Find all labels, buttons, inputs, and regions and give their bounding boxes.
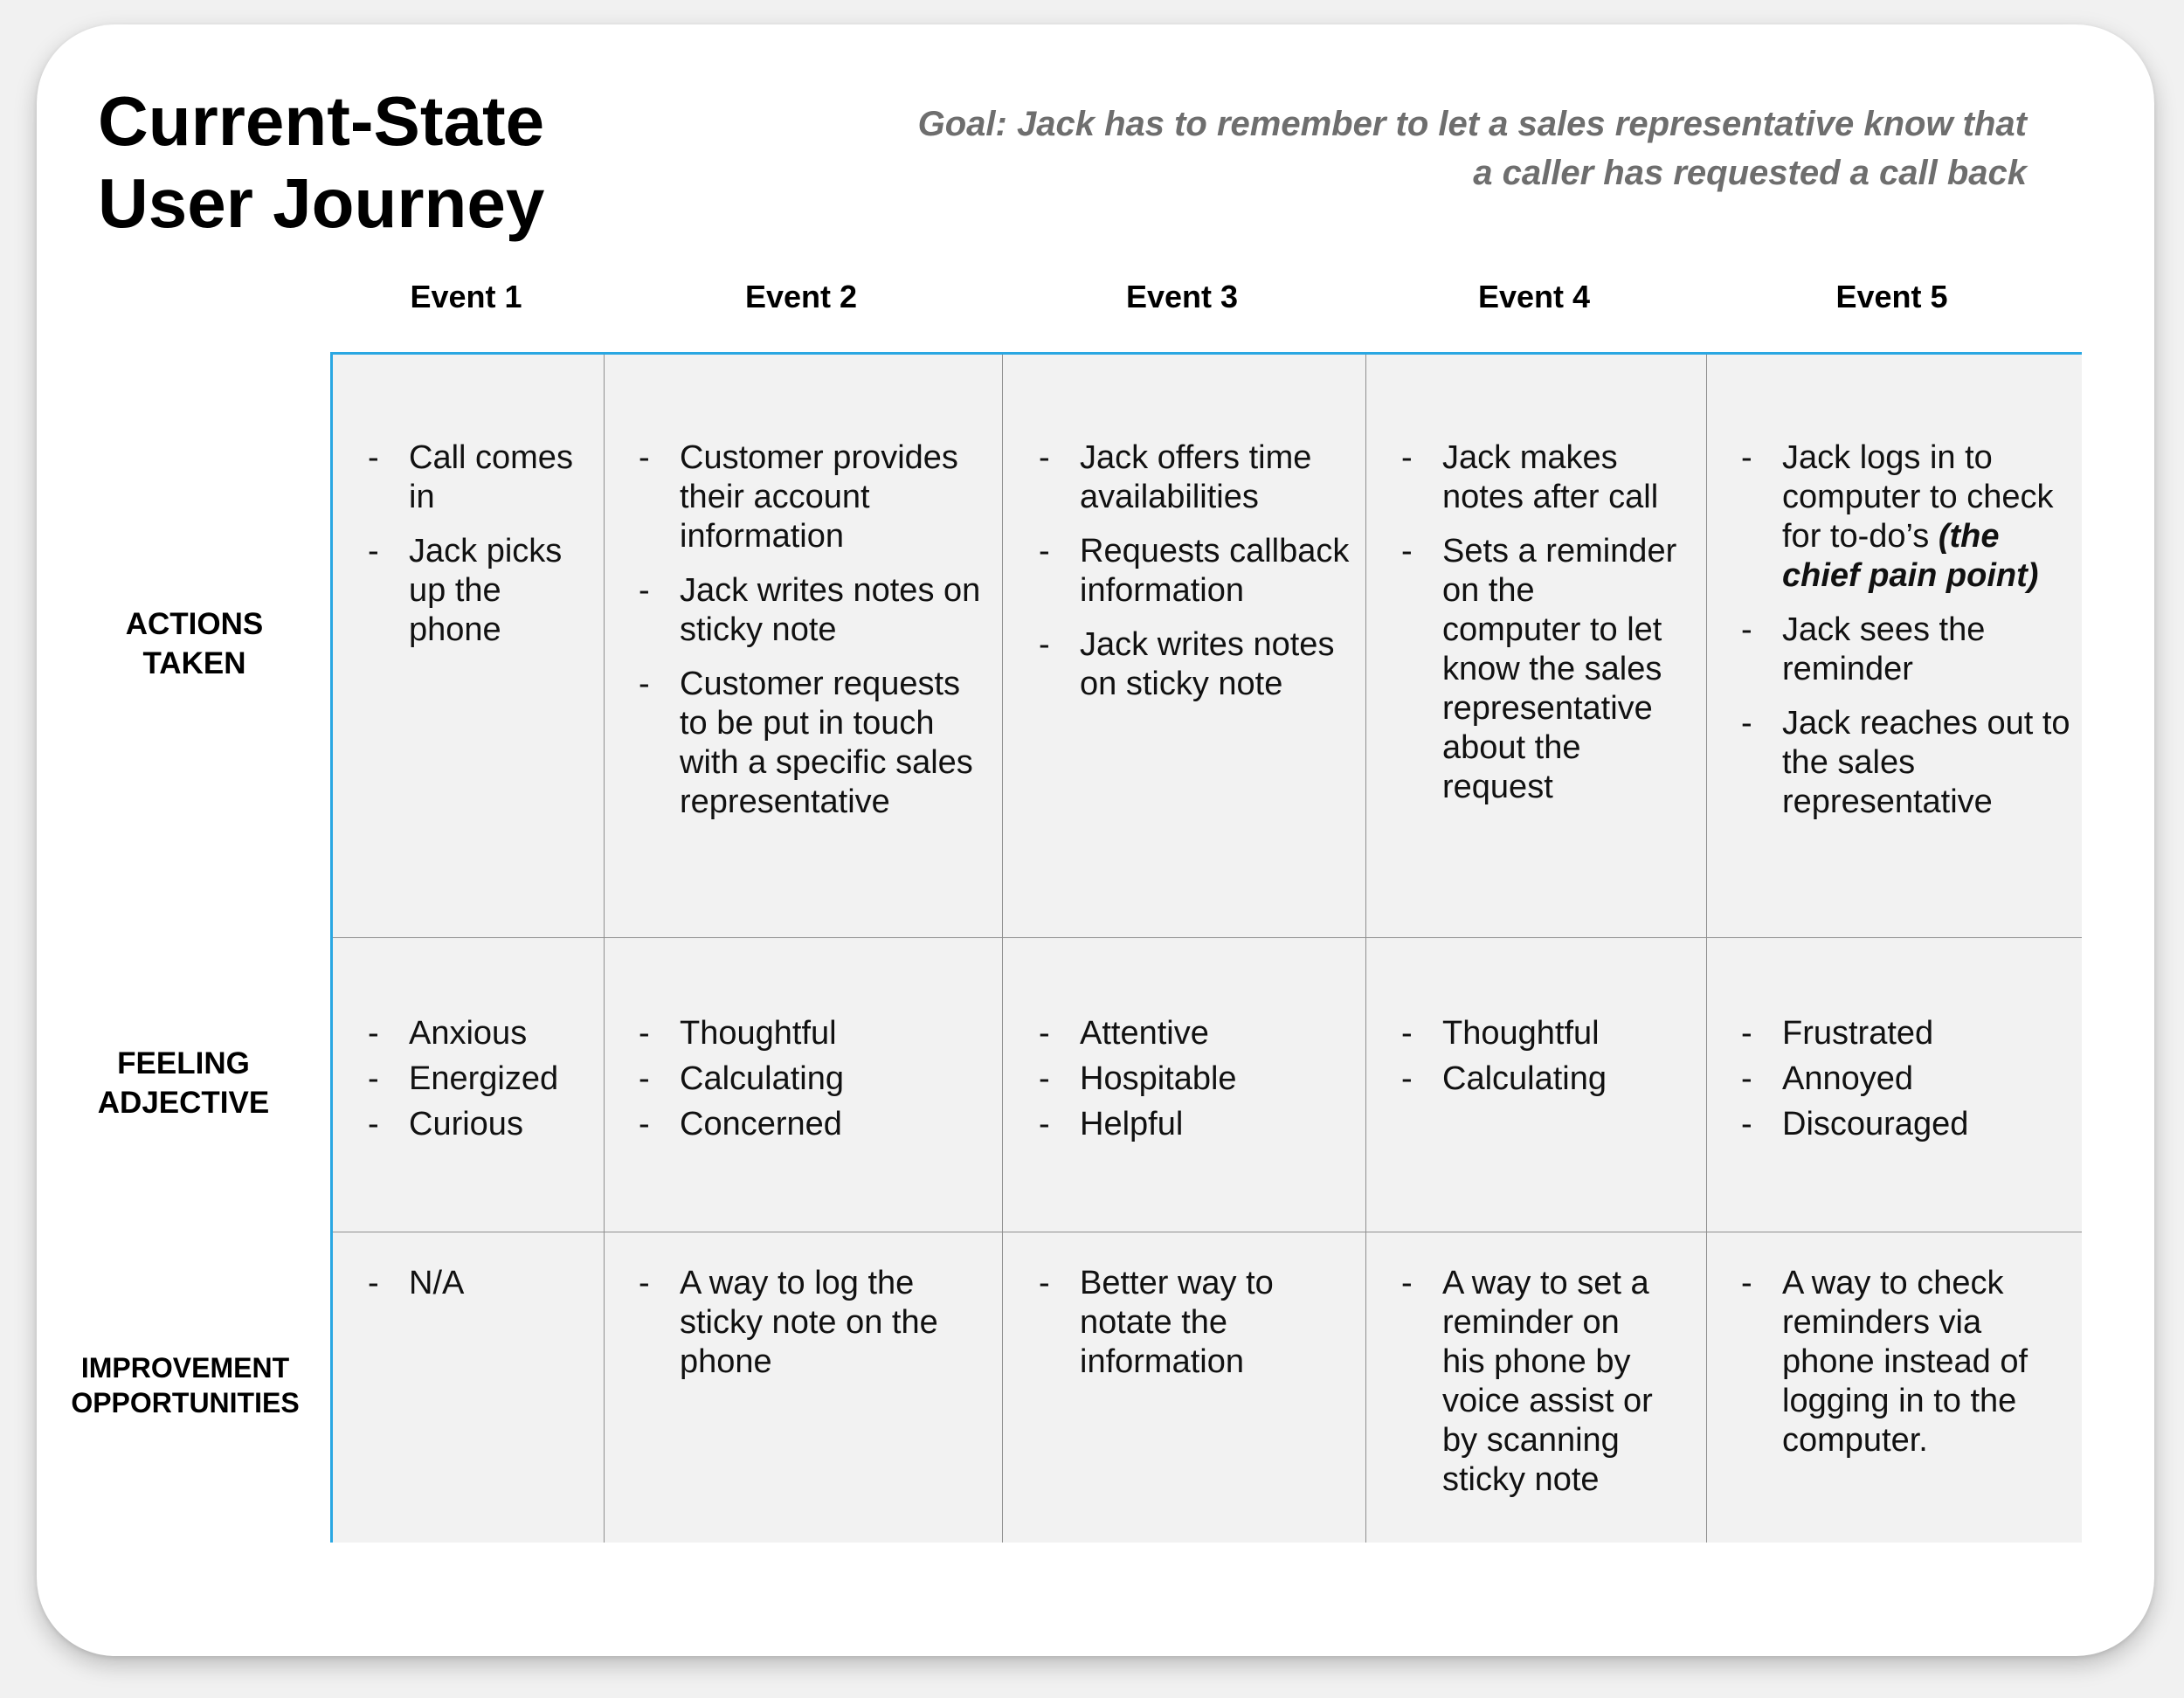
goal-statement (786, 100, 2027, 197)
feelings-cell-event-2 (605, 938, 1003, 1232)
list-item: - Thoughtful (1401, 1014, 1690, 1053)
list-item: - Helpful (1039, 1105, 1353, 1144)
event-2-header: Event 2 (744, 279, 858, 314)
actions-cell-event-2 (605, 355, 1003, 938)
list-item: - Jack logs in to computer to check for to-do’s (the chief pain point) (1741, 438, 2077, 596)
list-item: - Jack writes notes on sticky note (639, 571, 997, 650)
feelings-cell-event-1 (333, 938, 605, 1232)
list-item: - Frustrated (1741, 1014, 2073, 1053)
improvements-cell-event-2 (605, 1232, 1003, 1543)
list-item: - Jack picks up the phone (368, 532, 586, 650)
list-item: - A way to check reminders via phone instead of logging in to the computer. (1741, 1264, 2047, 1460)
list-item: - Jack sees the reminder (1741, 611, 2077, 689)
page-title (98, 80, 709, 245)
journey-grid (330, 352, 2082, 1543)
list-item: - Better way to notate the information (1039, 1264, 1301, 1382)
feelings-cell-event-3 (1003, 938, 1366, 1232)
list-item: - N/A (368, 1264, 586, 1303)
list-item: - Jack makes notes after call (1401, 438, 1681, 517)
list-item: - Customer provides their account information (639, 438, 997, 556)
list-item: - Calculating (639, 1060, 988, 1099)
list-item: - Call comes in (368, 438, 586, 517)
event-4-header: Event 4 (1477, 279, 1591, 314)
row-label-actions: ACTIONS TAKEN (125, 607, 264, 680)
list-item: - Energized (368, 1060, 586, 1099)
actions-cell-event-1 (333, 355, 605, 938)
list-item: - Jack reaches out to the sales representative (1741, 704, 2077, 822)
list-item: - Attentive (1039, 1014, 1353, 1053)
actions-cell-event-5 (1707, 355, 2082, 938)
event-5-header: Event 5 (1835, 279, 1948, 314)
list-item: - Jack writes notes on sticky note (1039, 625, 1362, 704)
row-label-feelings: FEELING ADJECTIVE (97, 1046, 270, 1120)
feelings-cell-event-4 (1366, 938, 1707, 1232)
actions-cell-event-3 (1003, 355, 1366, 938)
list-item: - Customer requests to be put in touch with a specific sales representative (639, 665, 997, 822)
list-item: - Thoughtful (639, 1014, 988, 1053)
list-item: - Hospitable (1039, 1060, 1353, 1099)
list-item: - Anxious (368, 1014, 586, 1053)
feelings-cell-event-5 (1707, 938, 2082, 1232)
list-item: - Concerned (639, 1105, 988, 1144)
event-1-header: Event 1 (410, 279, 522, 314)
list-item: - Calculating (1401, 1060, 1690, 1099)
title-line-2: User Journey (98, 164, 545, 242)
list-item: - Annoyed (1741, 1060, 2073, 1099)
list-item: - Requests callback information (1039, 532, 1362, 611)
improvements-cell-event-3 (1003, 1232, 1366, 1543)
improvements-cell-event-1 (333, 1232, 605, 1543)
list-item: - Curious (368, 1105, 586, 1144)
improvements-cell-event-5 (1707, 1232, 2082, 1543)
pain-point-label: (the chief pain point) (1782, 518, 2039, 594)
list-item: - Discouraged (1741, 1105, 2073, 1144)
event-3-header: Event 3 (1125, 279, 1239, 314)
list-item: - A way to log the sticky note on the phone (639, 1264, 953, 1382)
improvements-cell-event-4 (1366, 1232, 1707, 1543)
row-label-improvements: IMPROVEMENT OPPORTUNITIES (71, 1352, 300, 1418)
goal-line-1: Goal: Jack has to remember to let a sales representative know that (917, 105, 2027, 143)
list-item: - Jack offers time availabilities (1039, 438, 1362, 517)
title-line-1: Current-State (98, 82, 545, 160)
list-item: - Sets a reminder on the computer to let know the sales representative about the request (1401, 532, 1681, 807)
actions-cell-event-4 (1366, 355, 1707, 938)
goal-line-2: a caller has requested a call back (1473, 154, 2027, 192)
list-item: - A way to set a reminder on his phone by voice assist or by scanning sticky note (1401, 1264, 1663, 1500)
